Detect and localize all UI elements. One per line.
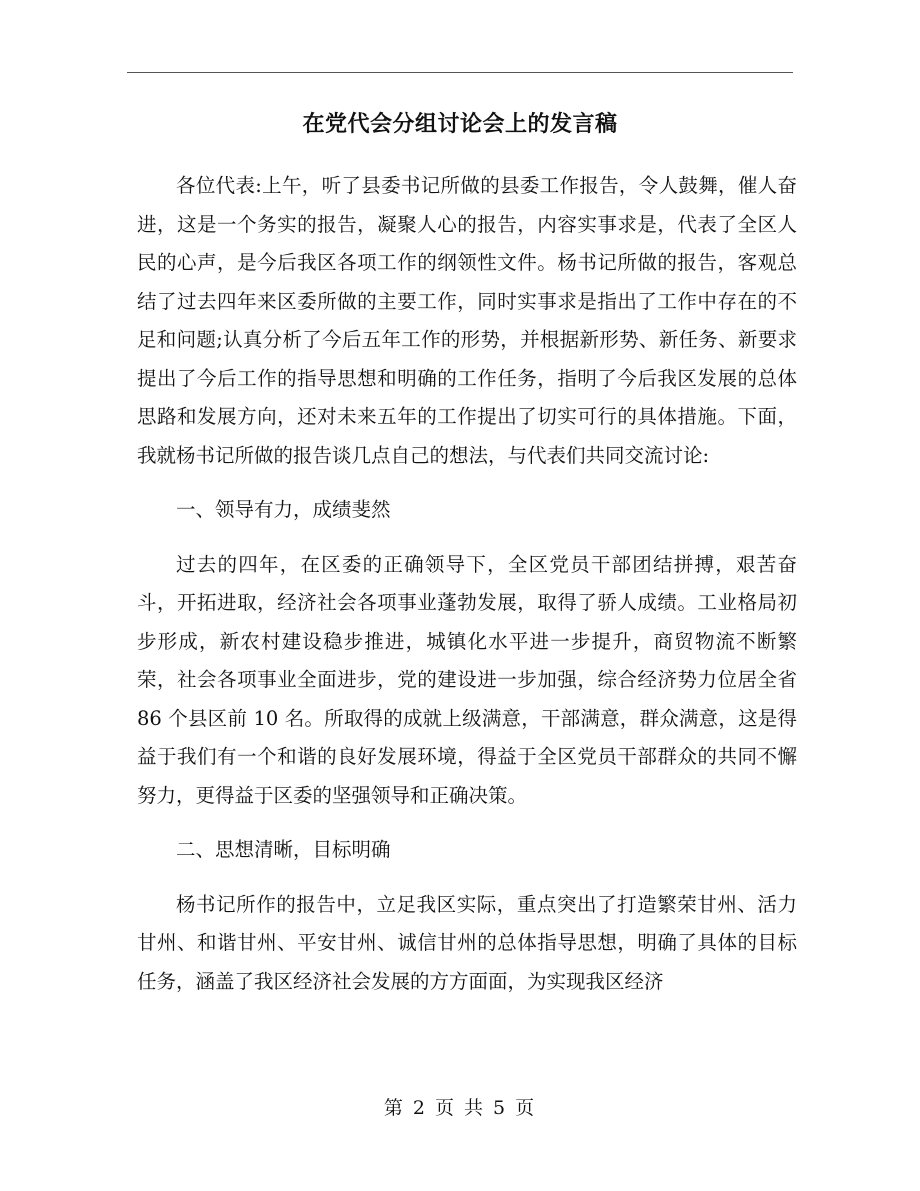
paragraph-achievements: 过去的四年，在区委的正确领导下，全区党员干部团结拼搏，艰苦奋斗，开拓进取，经济社会各项事业蓬勃发展，取得了骄人成绩。工业格局初步形成，新农村建设稳步推进，城镇化水平进一步提升，商贸物流不断繁荣，社会各项事业全面进步，党的建设进一步加强，综合经济势力位居全省 86 个县区前 10 名。所取得的成就上级满意，干部满意，群众满意，这是得益于我们有一个和谐的良好发展环境，得益于全区党员干部群众的共同不懈努力，更得益于区委的坚强领导和正确决策。: [137, 552, 797, 807]
header-rule: [127, 72, 793, 73]
paragraph-goals: 杨书记所作的报告中，立足我区实际，重点突出了打造繁荣甘州、活力甘州、和谐甘州、平安甘州、诚信甘州的总体指导思想，明确了具体的目标任务，涵盖了我区经济社会发展的方方面面，为实现我区经济: [137, 892, 797, 993]
document-title: 在党代会分组讨论会上的发言稿: [302, 111, 618, 137]
page-number-footer: 第 2 页 共 5 页: [383, 1097, 537, 1119]
document-body: [137, 167, 797, 1017]
section-heading-2: 二、思想清晰，目标明确: [176, 838, 391, 861]
section-heading-1: 一、领导有力，成绩斐然: [176, 498, 391, 521]
paragraph-intro: 各位代表:上午，听了县委书记所做的县委工作报告，令人鼓舞，催人奋进，这是一个务实的报告，凝聚人心的报告，内容实事求是，代表了全区人民的心声，是今后我区各项工作的纲领性文件。杨书记所做的报告，客观总结了过去四年来区委所做的主要工作，同时实事求是指出了工作中存在的不足和问题;认真分析了今后五年工作的形势，并根据新形势、新任务、新要求提出了今后工作的指导思想和明确的工作任务，指明了今后我区发展的总体思路和发展方向，还对未来五年的工作提出了切实可行的具体措施。下面，我就杨书记所做的报告谈几点自己的想法，与代表们共同交流讨论:: [137, 174, 797, 467]
